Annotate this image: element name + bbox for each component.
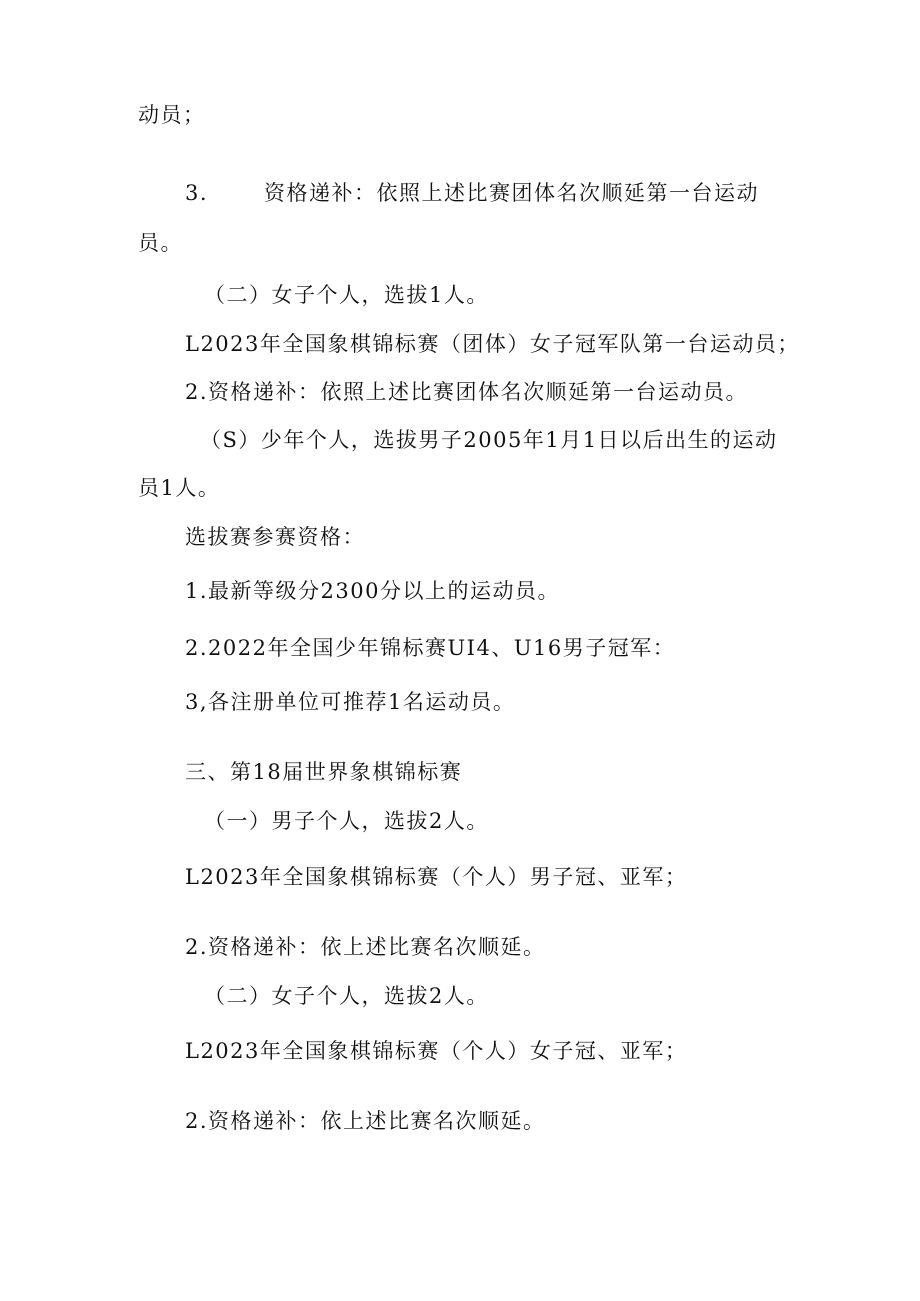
section-heading: 三、第18届世界象棋锦标赛 bbox=[185, 760, 463, 784]
text-line-continuation: 动员； bbox=[138, 103, 206, 127]
text-line: 2.资格递补：依上述比赛名次顺延。 bbox=[185, 1109, 546, 1133]
text-line: 选拔赛参赛资格： bbox=[185, 525, 365, 549]
text-line: L2023年全国象棋锦标赛（团体）女子冠军队第一台运动员； bbox=[185, 332, 800, 356]
text-line-wrap: 员。 bbox=[138, 231, 183, 255]
item-text: 资格递补：依照上述比赛团体名次顺延第一台运动 bbox=[264, 181, 760, 205]
text-line: L2023年全国象棋锦标赛（个人）女子冠、亚军； bbox=[185, 1039, 688, 1063]
text-line: 2.资格递补：依上述比赛名次顺延。 bbox=[185, 935, 546, 959]
text-line: 1.最新等级分2300分以上的运动员。 bbox=[185, 579, 560, 603]
text-line-wrap: 员1人。 bbox=[138, 476, 221, 500]
subsection-heading: （二）女子个人，选拔2人。 bbox=[204, 984, 489, 1008]
text-line: L2023年全国象棋锦标赛（个人）男子冠、亚军； bbox=[185, 865, 688, 889]
text-line-item-3 bbox=[185, 178, 759, 208]
text-line: 2.资格递补：依照上述比赛团体名次顺延第一台运动员。 bbox=[185, 380, 749, 404]
subsection-heading: （二）女子个人，选拔1人。 bbox=[204, 283, 489, 307]
subsection-heading: （一）男子个人，选拔2人。 bbox=[204, 809, 489, 833]
text-line: 3,各注册单位可推荐1名运动员。 bbox=[185, 690, 516, 714]
item-number: 3. bbox=[185, 181, 209, 205]
text-line: 2.2022年全国少年锦标赛UI4、U16男子冠军： bbox=[185, 636, 676, 660]
subsection-heading: （S）少年个人，选拔男子2005年1月1日以后出生的运动 bbox=[200, 428, 778, 452]
